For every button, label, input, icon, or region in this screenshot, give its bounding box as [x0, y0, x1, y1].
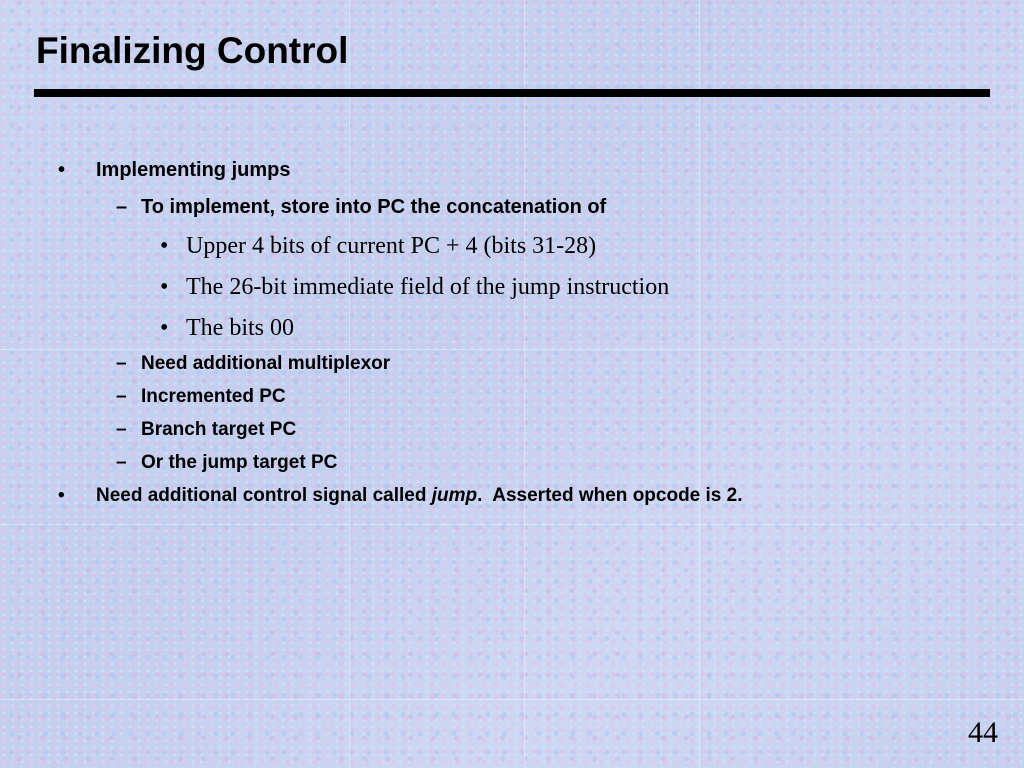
tile-seam: [524, 0, 525, 768]
bullet-level3: [160, 274, 669, 301]
dash-marker: –: [116, 196, 128, 218]
tile-seam: [699, 0, 700, 768]
bullet-text-suffix: . Asserted when opcode is 2.: [477, 485, 743, 506]
bullet-level1: [58, 159, 290, 182]
bullet-level2: [116, 196, 606, 219]
dash-marker: –: [116, 452, 127, 473]
bullet-text: Branch target PC: [141, 419, 297, 440]
dash-marker: –: [116, 419, 127, 440]
bullet-text: Need additional multiplexor: [141, 353, 391, 374]
tile-seam: [0, 524, 1024, 525]
bullet-text: The bits 00: [186, 315, 294, 341]
bullet-marker: •: [58, 485, 65, 506]
tile-seam: [349, 0, 350, 768]
bullet-level2: [116, 386, 286, 408]
bullet-level2: [116, 452, 337, 474]
bullet-marker: •: [160, 315, 169, 341]
tile-seam: [0, 699, 1024, 700]
tile-seam: [0, 349, 1024, 350]
slide-title: Finalizing Control: [36, 30, 349, 71]
bullet-text: Incremented PC: [141, 386, 286, 407]
bullet-text: The 26-bit immediate field of the jump instruction: [186, 274, 670, 300]
bullet-text: Or the jump target PC: [141, 452, 338, 473]
bullet-level2: [116, 419, 296, 441]
signal-name: jump: [431, 485, 478, 506]
dash-marker: –: [116, 353, 127, 374]
dash-marker: –: [116, 386, 127, 407]
bullet-text: Implementing jumps: [96, 159, 291, 181]
bullet-marker: •: [58, 159, 66, 181]
bullet-marker: •: [160, 274, 169, 300]
bullet-text: Upper 4 bits of current PC + 4 (bits 31-28): [186, 233, 597, 259]
title-divider: [34, 89, 990, 97]
bullet-text: To implement, store into PC the concatenation of: [141, 196, 607, 218]
bullet-level2: [116, 353, 390, 375]
bullet-level1: [58, 485, 743, 507]
page-number: 44: [968, 716, 998, 749]
bullet-level3: [160, 315, 294, 342]
bullet-marker: •: [160, 233, 169, 259]
bullet-level3: [160, 233, 596, 260]
bullet-text-prefix: Need additional control signal called: [96, 485, 432, 506]
